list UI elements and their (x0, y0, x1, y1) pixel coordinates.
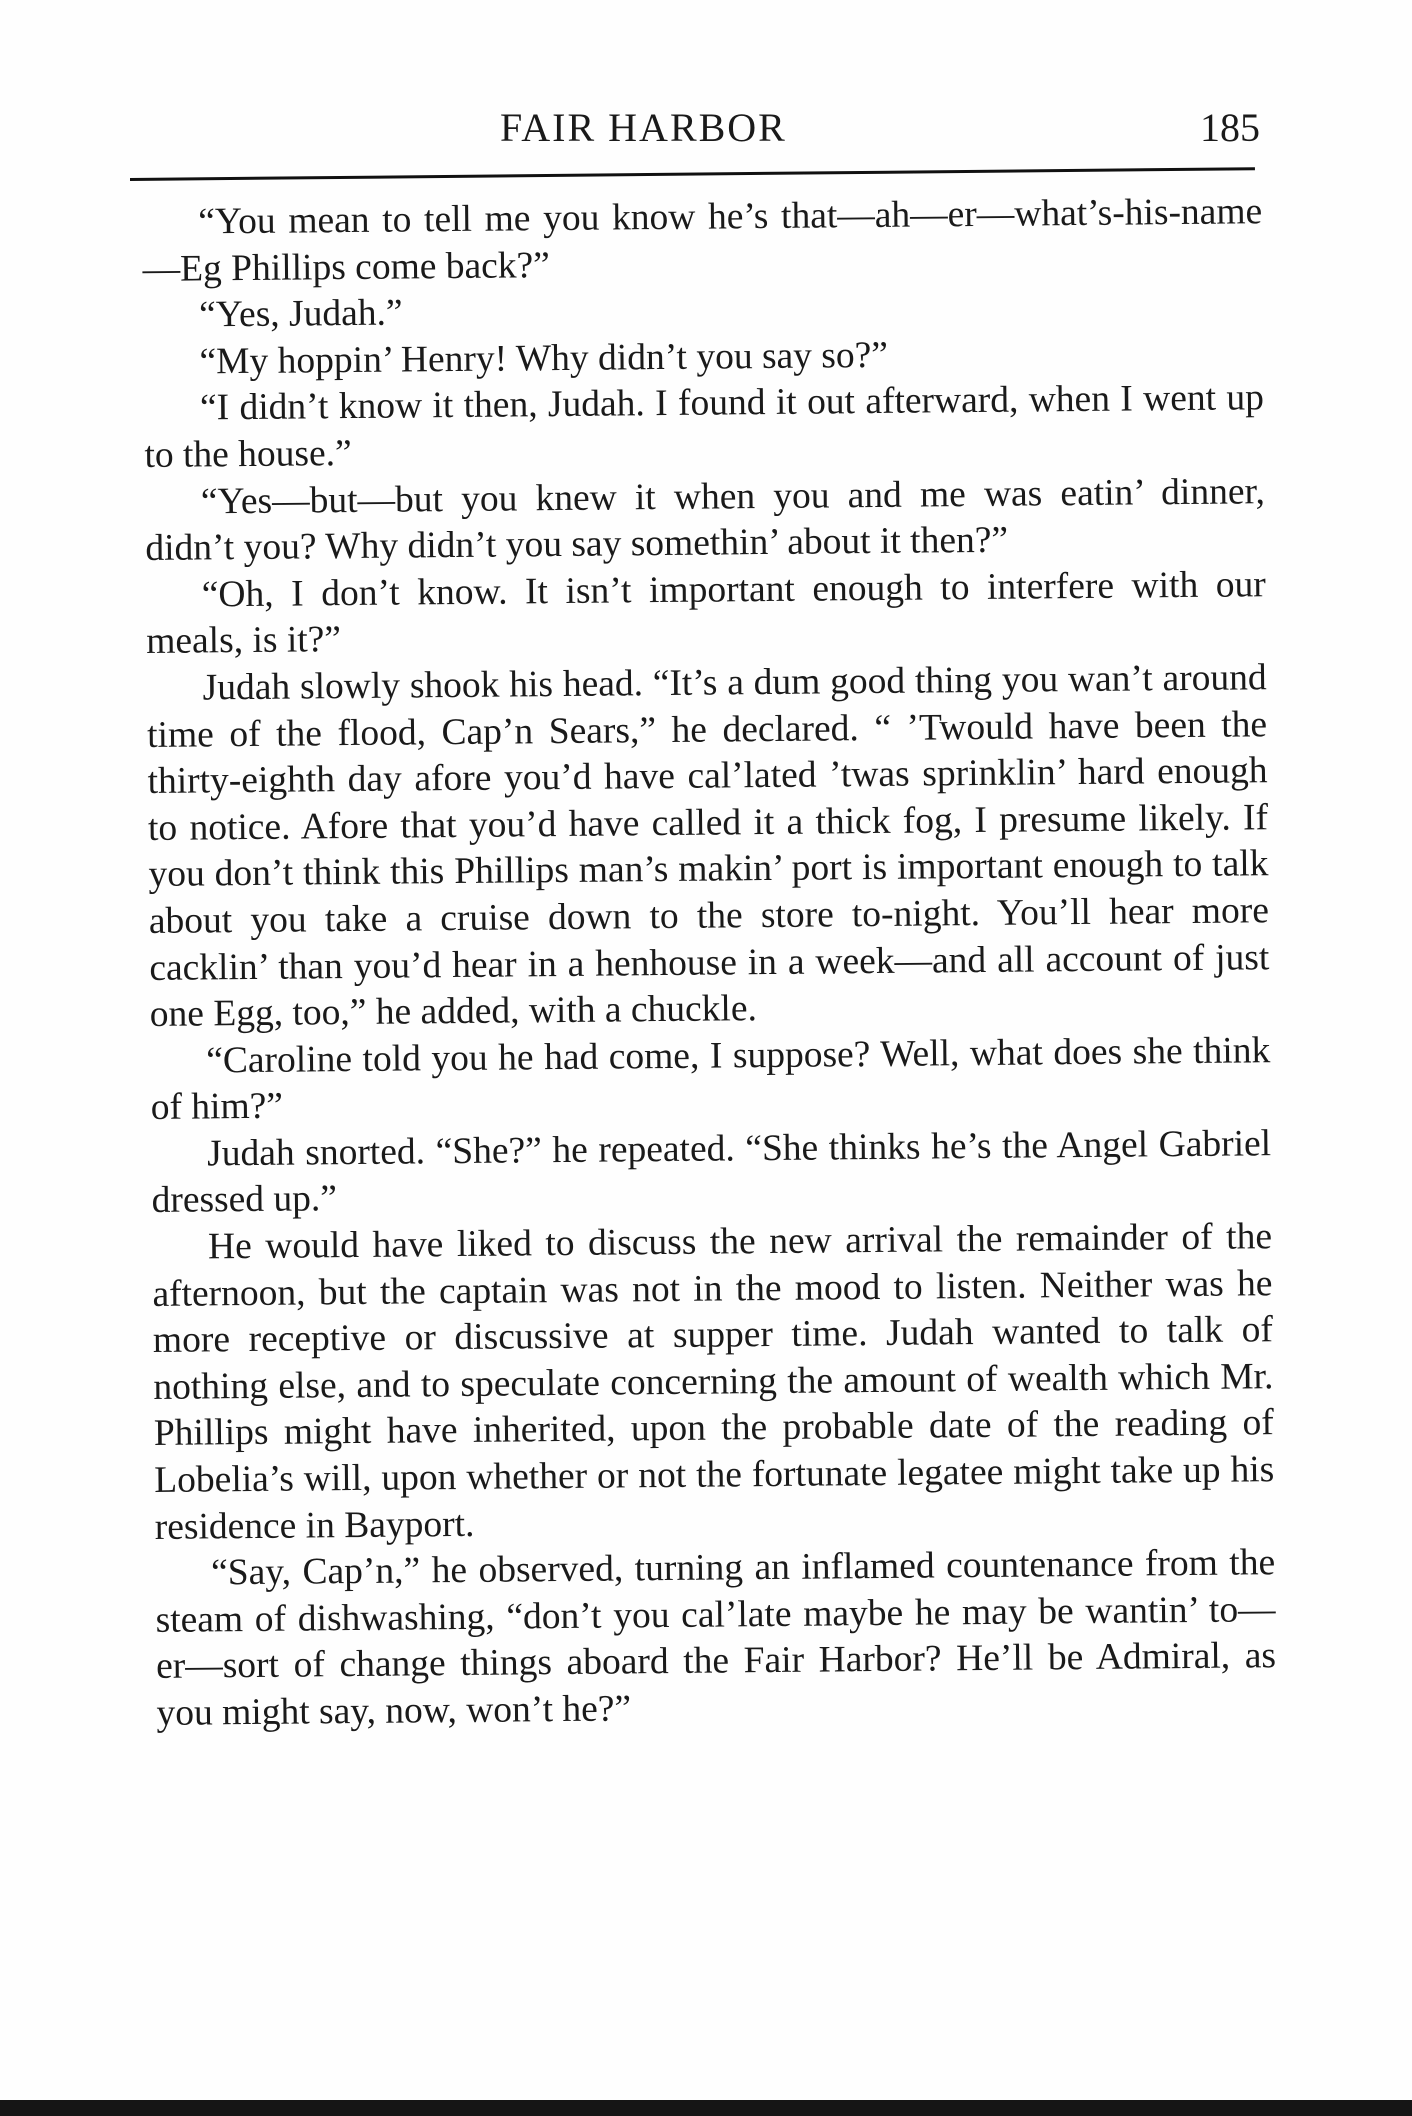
page-header (140, 104, 1260, 160)
page-number: 185 (1200, 105, 1260, 150)
paragraph: “Say, Cap’n,” he observed, turning an inflamed countenance from the steam of dishwashing, “don’t you cal’late maybe he may be wantin’ to—er—sort of change things aboard the Fair Harbor? He’ll be Admiral, as you might say, now, won’t he?” (155, 1542, 1277, 1734)
paragraph: “My hoppin’ Henry! Why didn’t you say so?” (199, 334, 889, 383)
paragraph: “Oh, I don’t know. It isn’t important enough to interfere with our meals, is it?” (146, 563, 1266, 663)
paragraph: “Yes—but—but you knew it when you and me was eatin’ dinner, didn’t you? Why didn’t you say somethin’ about it then?” (145, 470, 1266, 570)
header-rule (130, 167, 1255, 181)
paragraph: “Yes, Judah.” (198, 292, 403, 336)
body-text (142, 189, 1277, 1737)
paragraph: Judah slowly shook his head. “It’s a dum good thing you wan’t around time of the flood, Cap’n Sears,” he declared. “ ’Twould have been the thirty-eighth day afore you’d have cal’lated ’twas sprinklin’ hard enough to notice. Afore that you’d have called it a thick fog, I presume likely. If you don’t think this Phillips man’s makin’ port is important enough to talk about you take a cruise down to the store to-night. You’ll hear more cacklin’ than you’d hear in a henhouse in a week—and all account of just one Egg, too,” he added, with a chuckle. (146, 657, 1270, 1036)
paragraph: Judah snorted. “She?” he repeated. “She thinks he’s the Angel Gabriel dressed up.” (151, 1123, 1272, 1222)
scan-bottom-edge (0, 2100, 1412, 2116)
paragraph: “Caroline told you he had come, I suppose? Well, what does she think of him?” (150, 1029, 1271, 1129)
paragraph: He would have liked to discuss the new arrival the remainder of the afternoon, but the captain was not in the mood to listen. Neither was he more receptive or discussive at supper time. Judah wanted to talk of nothing else, and to speculate concerning the amount of wealth which Mr. Phillips might have inherited, upon the probable date of the reading of Lobelia’s will, upon whether or not the fortunate legatee might take up his residence in Bayport. (152, 1216, 1275, 1548)
running-head: FAIR HARBOR (500, 105, 787, 150)
paragraph: “You mean to tell me you know he’s that—ah—er—what’s-his-name—Eg Phillips come back?” (142, 191, 1263, 290)
paragraph: “I didn’t know it then, Judah. I found it out afterward, when I went up to the house.” (144, 377, 1265, 476)
